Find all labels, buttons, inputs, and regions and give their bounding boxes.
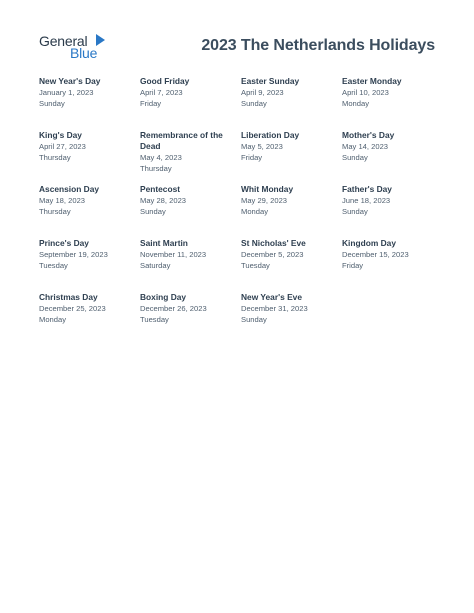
holiday-item [241,292,336,325]
holiday-date: April 7, 2023 [140,88,183,97]
holiday-date: May 29, 2023 [241,196,288,205]
holiday-date: December 31, 2023 [241,304,308,313]
holiday-weekday: Thursday [140,164,172,173]
holiday-name: Ascension Day [39,184,100,194]
holiday-date: May 18, 2023 [39,196,86,205]
holiday-weekday: Sunday [241,315,267,324]
holiday-date: January 1, 2023 [39,88,94,97]
holiday-weekday: Friday [241,153,263,162]
holiday-weekday: Thursday [39,153,71,162]
holiday-weekday: Sunday [342,153,368,162]
holiday-date: December 15, 2023 [342,250,409,259]
holiday-name: Saint Martin [140,238,188,248]
holiday-name: St Nicholas' Eve [241,238,306,248]
holiday-name: King's Day [39,130,82,140]
holiday-weekday: Thursday [39,207,71,216]
holiday-name: Mother's Day [342,130,395,140]
logo-general-text: General [39,33,88,49]
holiday-item [39,238,134,271]
holiday-item [39,292,134,325]
holiday-weekday: Friday [342,261,364,270]
holiday-name: Pentecost [140,184,181,194]
holiday-date: September 19, 2023 [39,250,108,259]
holiday-name: Father's Day [342,184,392,194]
holiday-date: December 25, 2023 [39,304,106,313]
holiday-item [342,238,437,271]
holiday-name: Easter Monday [342,76,402,86]
holiday-date: April 9, 2023 [241,88,284,97]
holiday-item [342,130,437,163]
logo-triangle-icon [96,34,105,46]
holiday-item [241,238,336,271]
holiday-item [39,184,134,217]
holiday-name: Liberation Day [241,130,300,140]
holiday-name: Kingdom Day [342,238,396,248]
holiday-date: April 27, 2023 [39,142,86,151]
holiday-item [342,76,437,109]
holiday-weekday: Sunday [140,207,166,216]
holiday-name: Whit Monday [241,184,294,194]
holiday-item [241,130,336,163]
holiday-name: Remembrance of the Dead [140,130,223,151]
holiday-date: December 26, 2023 [140,304,207,313]
holiday-item [140,184,235,217]
holiday-weekday: Monday [342,99,370,108]
holiday-name: Boxing Day [140,292,187,302]
holiday-weekday: Tuesday [140,315,169,324]
holiday-weekday: Saturday [140,261,171,270]
generalblue-logo [39,33,109,61]
holiday-weekday: Monday [39,315,67,324]
holiday-date: May 5, 2023 [241,142,283,151]
page-title: 2023 The Netherlands Holidays [201,37,435,54]
holiday-weekday: Monday [241,207,269,216]
holiday-item [140,292,235,325]
holiday-weekday: Tuesday [241,261,270,270]
holiday-date: November 11, 2023 [140,250,207,259]
holiday-name: Easter Sunday [241,76,300,86]
holiday-item [241,76,336,109]
holiday-item [342,184,437,217]
holiday-item [140,130,235,174]
holiday-item [241,184,336,217]
holiday-weekday: Friday [140,99,162,108]
holiday-weekday: Tuesday [39,261,68,270]
holiday-name: Christmas Day [39,292,98,302]
holiday-item [140,238,235,271]
holiday-name: New Year's Eve [241,292,302,302]
holiday-date: June 18, 2023 [342,196,391,205]
holiday-item [39,76,134,109]
holiday-date: May 14, 2023 [342,142,389,151]
holiday-date: April 10, 2023 [342,88,389,97]
holiday-weekday: Sunday [342,207,368,216]
holiday-name: Good Friday [140,76,190,86]
holiday-name: New Year's Day [39,76,101,86]
logo-blue-text: Blue [70,45,98,61]
holiday-date: December 5, 2023 [241,250,304,259]
holiday-weekday: Sunday [39,99,65,108]
holiday-item [39,130,134,163]
holiday-date: May 28, 2023 [140,196,187,205]
holiday-date: May 4, 2023 [140,153,182,162]
holiday-item [140,76,235,109]
holiday-name: Prince's Day [39,238,89,248]
holiday-weekday: Sunday [241,99,267,108]
